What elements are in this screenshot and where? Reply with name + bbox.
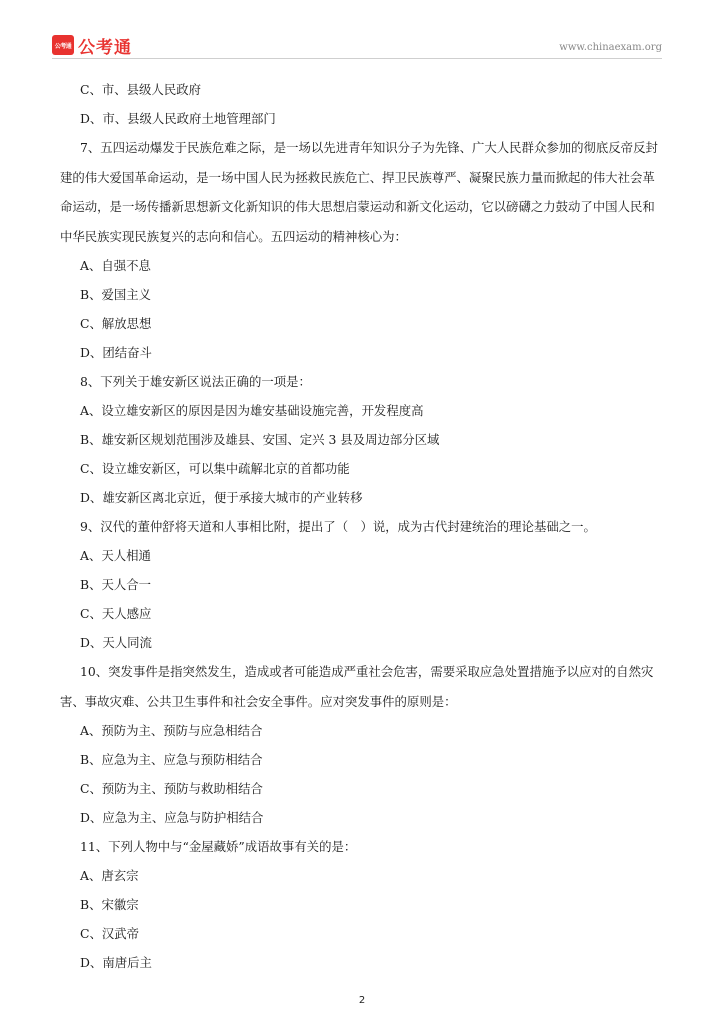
option-line: B、宋徽宗	[80, 897, 139, 912]
question-9-stem: 9、汉代的董仲舒将天道和人事相比附，提出了（ ）说，成为古代封建统治的理论基础之一。	[80, 519, 596, 534]
option-line: C、汉武帝	[80, 926, 140, 941]
question-line: 建的伟大爱国革命运动，是一场中国人民为拯救民族危亡、捍卫民族尊严、凝聚民族力量而掀起的伟大社会革	[60, 169, 655, 185]
question-line: 害、事故灾难、公共卫生事件和社会安全事件。应对突发事件的原则是：	[60, 693, 457, 709]
header-divider	[52, 58, 662, 59]
option-line: B、爱国主义	[80, 287, 152, 302]
question-8-stem: 8、下列关于雄安新区说法正确的一项是：	[80, 374, 311, 389]
option-line: B、应急为主、应急与预防相结合	[80, 752, 263, 767]
question-line: 命运动，是一场传播新思想新文化新知识的伟大思想启蒙运动和新文化运动，它以磅礴之力鼓动了中国人民和	[60, 199, 655, 214]
logo-text: 公考通	[78, 37, 132, 58]
question-7-stem	[60, 133, 684, 251]
option-line: C、天人感应	[80, 606, 152, 621]
option-line: C、预防为主、预防与救助相结合	[80, 781, 263, 796]
option-line: A、预防为主、预防与应急相结合	[80, 723, 263, 738]
option-line: A、设立雄安新区的原因是因为雄安基础设施完善，开发程度高	[80, 403, 424, 418]
option-line: C、解放思想	[80, 316, 152, 331]
option-line: D、天人同流	[80, 635, 152, 650]
option-line: D、团结奋斗	[80, 345, 152, 360]
option-line: B、天人合一	[80, 577, 152, 592]
option-line: A、自强不息	[80, 258, 151, 273]
option-line: C、市、县级人民政府	[80, 82, 201, 97]
option-line: D、市、县级人民政府土地管理部门	[80, 111, 276, 126]
option-line: A、唐玄宗	[80, 868, 139, 883]
question-line: 7、五四运动爆发于民族危难之际，是一场以先进青年知识分子为先锋、广大人民群众参加的彻底反帝反封	[80, 140, 658, 155]
question-line: 10、突发事件是指突然发生，造成或者可能造成严重社会危害，需要采取应急处置措施予以应对的自然灾	[80, 664, 654, 679]
option-line: D、雄安新区离北京近，便于承接大城市的产业转移	[80, 490, 363, 505]
question-line: 中华民族实现民族复兴的志向和信心。五四运动的精神核心为：	[60, 228, 407, 244]
logo	[52, 33, 132, 57]
page-number: 2	[358, 995, 366, 1006]
logo-badge: 公考通	[52, 35, 74, 55]
question-10-stem	[60, 657, 684, 716]
document-body	[60, 75, 684, 977]
option-line: D、南唐后主	[80, 955, 152, 970]
option-line: C、设立雄安新区，可以集中疏解北京的首都功能	[80, 461, 350, 476]
question-11-stem: 11、下列人物中与“金屋藏娇”成语故事有关的是：	[80, 839, 357, 854]
page-header	[52, 33, 662, 59]
option-line: D、应急为主、应急与防护相结合	[80, 810, 264, 825]
option-line: B、雄安新区规划范围涉及雄县、安国、定兴 3 县及周边部分区域	[80, 432, 440, 447]
option-line: A、天人相通	[80, 548, 151, 563]
site-url: www.chinaexam.org	[559, 42, 662, 53]
